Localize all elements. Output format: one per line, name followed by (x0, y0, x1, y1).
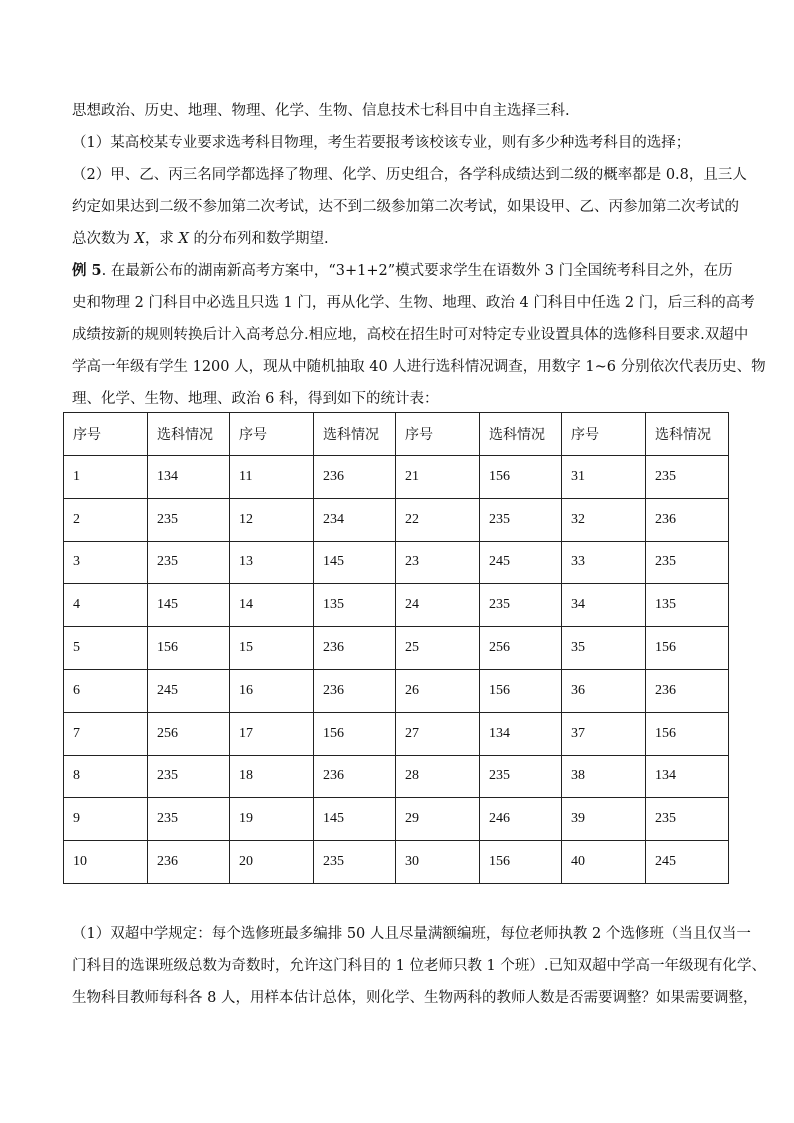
table-row (64, 841, 729, 884)
table-cell: 156 (314, 712, 396, 755)
table-cell: 7 (64, 712, 148, 755)
table-cell: 236 (314, 627, 396, 670)
header-cell: 序号 (64, 413, 148, 456)
table-cell: 40 (562, 841, 646, 884)
table-cell: 31 (562, 456, 646, 499)
table-row (64, 627, 729, 670)
table-cell: 24 (396, 584, 480, 627)
table-cell: 34 (562, 584, 646, 627)
table-cell: 23 (396, 541, 480, 584)
table-cell: 17 (230, 712, 314, 755)
table-cell: 8 (64, 755, 148, 798)
table-cell: 236 (314, 669, 396, 712)
table-cell: 156 (646, 627, 729, 670)
table-cell: 10 (64, 841, 148, 884)
table-cell: 235 (480, 498, 562, 541)
table-cell: 38 (562, 755, 646, 798)
table-cell: 245 (646, 841, 729, 884)
table-cell: 39 (562, 798, 646, 841)
problem4-question2-line1: （2）甲、乙、丙三名同学都选择了物理、化学、历史组合，各学科成绩达到二级的概率都是 0.8，且三人 (72, 167, 747, 183)
table-cell: 234 (314, 498, 396, 541)
table-cell: 145 (148, 584, 230, 627)
problem4-line1: 思想政治、历史、地理、物理、化学、生物、信息技术七科目中自主选择三科. (72, 103, 570, 119)
q2-text-a: 总次数为 (72, 231, 135, 247)
table-row (64, 498, 729, 541)
table-cell: 246 (480, 798, 562, 841)
table-row (64, 541, 729, 584)
table-cell: 18 (230, 755, 314, 798)
q2-text-b: ，求 (144, 231, 179, 247)
table-cell: 21 (396, 456, 480, 499)
table-cell: 16 (230, 669, 314, 712)
table-header-row (64, 413, 729, 456)
part1-line1: （1）双超中学规定：每个选修班最多编排 50 人且尽量满额编班，每位老师执教 2 个选修班（当且仅当一 (72, 926, 751, 942)
table-cell: 256 (148, 712, 230, 755)
table-cell: 135 (646, 584, 729, 627)
table-cell: 134 (646, 755, 729, 798)
table-cell: 236 (314, 755, 396, 798)
table-cell: 4 (64, 584, 148, 627)
table-cell: 20 (230, 841, 314, 884)
table-cell: 235 (314, 841, 396, 884)
table-cell: 145 (314, 541, 396, 584)
table-cell: 134 (480, 712, 562, 755)
table-row (64, 712, 729, 755)
table-cell: 135 (314, 584, 396, 627)
table-cell: 11 (230, 456, 314, 499)
table-cell: 36 (562, 669, 646, 712)
table-cell: 29 (396, 798, 480, 841)
table-cell: 156 (480, 669, 562, 712)
table-cell: 33 (562, 541, 646, 584)
example5-label: 例 5 (72, 262, 102, 279)
table-cell: 245 (480, 541, 562, 584)
example5-text: . 在最新公布的湖南新高考方案中，“3+1+2”模式要求学生在语数外 3 门全国统考科目之外，在历 (101, 263, 733, 279)
table-cell: 235 (480, 755, 562, 798)
table-cell: 156 (646, 712, 729, 755)
example5-line1 (72, 261, 733, 281)
table-cell: 28 (396, 755, 480, 798)
table-cell: 156 (480, 456, 562, 499)
table-cell: 32 (562, 498, 646, 541)
example5-line3: 成绩按新的规则转换后计入高考总分.相应地，高校在招生时可对特定专业设置具体的选修科目要求.双超中 (72, 327, 749, 343)
statistics-table (63, 412, 729, 884)
table-cell: 1 (64, 456, 148, 499)
table-cell: 12 (230, 498, 314, 541)
header-cell: 选科情况 (480, 413, 562, 456)
problem4-question1: （1）某高校某专业要求选考科目物理，考生若要报考该校该专业，则有多少种选考科目的选择； (72, 135, 691, 151)
table-cell: 35 (562, 627, 646, 670)
table-cell: 145 (314, 798, 396, 841)
table-cell: 235 (148, 498, 230, 541)
table-cell: 3 (64, 541, 148, 584)
example5-line5: 理、化学、生物、地理、政治 6 科，得到如下的统计表： (72, 391, 439, 407)
part1-line3: 生物科目教师每科各 8 人，用样本估计总体，则化学、生物两科的教师人数是否需要调整？如果需要调整， (72, 990, 758, 1006)
table-cell: 256 (480, 627, 562, 670)
header-cell: 选科情况 (148, 413, 230, 456)
table-cell: 134 (148, 456, 230, 499)
part1-line2: 门科目的选课班级总数为奇数时，允许这门科目的 1 位老师只教 1 个班）.已知双超中学高一年级现有化学、 (72, 958, 766, 974)
table-cell: 37 (562, 712, 646, 755)
table-cell: 235 (148, 755, 230, 798)
table-cell: 14 (230, 584, 314, 627)
example5-line4: 学高一年级有学生 1200 人，现从中随机抽取 40 人进行选科情况调查，用数字 1~6 分别依次代表历史、物 (72, 359, 766, 375)
table-cell: 13 (230, 541, 314, 584)
table-cell: 236 (646, 498, 729, 541)
table-cell: 26 (396, 669, 480, 712)
header-cell: 选科情况 (646, 413, 729, 456)
table-cell: 30 (396, 841, 480, 884)
table-cell: 27 (396, 712, 480, 755)
variable-x: X (134, 231, 145, 247)
table-cell: 9 (64, 798, 148, 841)
table-cell: 236 (646, 669, 729, 712)
table-cell: 235 (646, 798, 729, 841)
problem4-question2-line2: 约定如果达到二级不参加第二次考试，达不到二级参加第二次考试，如果设甲、乙、丙参加第二次考试的 (72, 199, 739, 215)
table-cell: 19 (230, 798, 314, 841)
table-cell: 5 (64, 627, 148, 670)
example5-line2: 史和物理 2 门科目中必选且只选 1 门，再从化学、生物、地理、政治 4 门科目中任选 2 门，后三科的高考 (72, 295, 755, 311)
table-cell: 235 (148, 798, 230, 841)
table-cell: 235 (646, 456, 729, 499)
table-row (64, 669, 729, 712)
table-row (64, 584, 729, 627)
table-cell: 236 (314, 456, 396, 499)
table-cell: 156 (148, 627, 230, 670)
table-row (64, 456, 729, 499)
table-row (64, 755, 729, 798)
header-cell: 序号 (562, 413, 646, 456)
table-cell: 245 (148, 669, 230, 712)
header-cell: 序号 (396, 413, 480, 456)
table-cell: 235 (480, 584, 562, 627)
table-cell: 25 (396, 627, 480, 670)
header-cell: 序号 (230, 413, 314, 456)
table-cell: 15 (230, 627, 314, 670)
table-row (64, 798, 729, 841)
variable-x: X (178, 231, 189, 247)
table-cell: 156 (480, 841, 562, 884)
table-cell: 22 (396, 498, 480, 541)
table-cell: 2 (64, 498, 148, 541)
table-cell: 236 (148, 841, 230, 884)
table-cell: 235 (646, 541, 729, 584)
q2-text-c: 的分布列和数学期望. (188, 231, 329, 247)
table-cell: 235 (148, 541, 230, 584)
problem4-question2-line3 (72, 229, 329, 249)
table-cell: 6 (64, 669, 148, 712)
header-cell: 选科情况 (314, 413, 396, 456)
